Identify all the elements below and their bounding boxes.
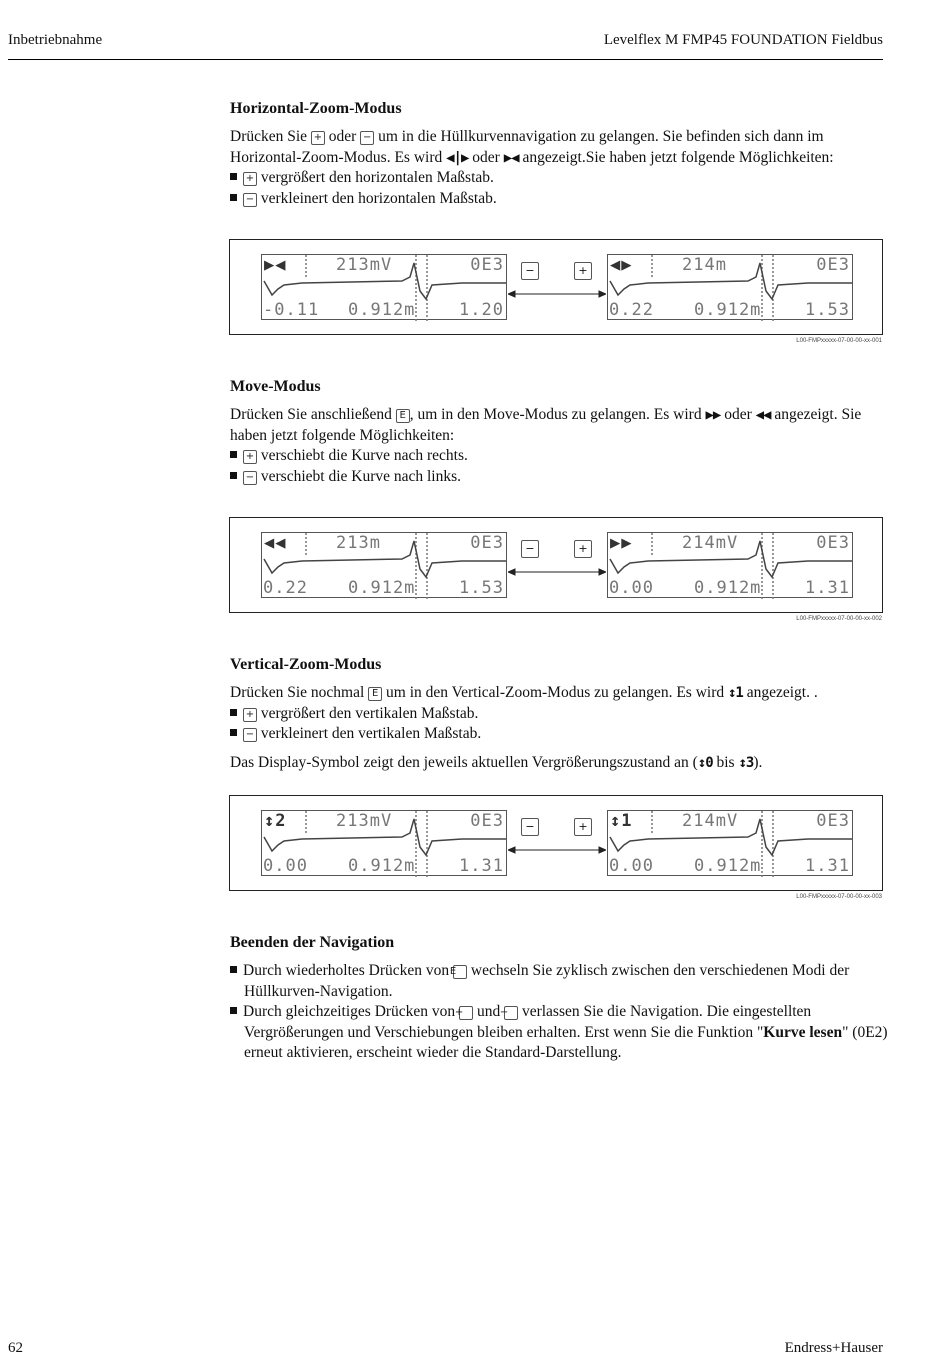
text: oder — [328, 128, 357, 145]
function-code: 0E3 — [470, 255, 504, 275]
enter-key-icon: E — [396, 409, 410, 423]
range-max: 1.20 — [459, 300, 504, 320]
text: ). — [753, 753, 763, 771]
section-title: Move-Modus — [230, 378, 321, 395]
signal-value: 214m — [682, 255, 727, 275]
section-horizontal-zoom — [230, 99, 890, 209]
marker-distance: 0.912m — [348, 856, 416, 876]
section-title: Horizontal-Zoom-Modus — [230, 100, 402, 117]
mode-symbol-icon: ▶◀ — [264, 255, 287, 275]
text: oder — [724, 406, 752, 423]
plus-key-icon: + — [243, 450, 257, 464]
marker-distance: 0.912m — [694, 856, 762, 876]
range-min: 0.00 — [609, 856, 654, 876]
plus-key-icon: + — [574, 818, 592, 836]
minus-key-icon: − — [243, 728, 257, 742]
range-min: 0.22 — [609, 300, 654, 320]
function-name: Kurve lesen — [763, 1023, 843, 1041]
plus-key-icon: + — [243, 708, 257, 722]
range-min: -0.11 — [263, 300, 320, 320]
paragraph — [230, 405, 890, 446]
range-max: 1.31 — [459, 856, 504, 876]
text: um in den Vertical-Zoom-Modus zu gelangen. Es wird — [386, 684, 725, 701]
signal-value: 214mV — [682, 811, 739, 831]
mode-symbol-icon: ◀▶ — [610, 255, 633, 275]
header-divider — [8, 59, 883, 60]
figure-horizontal-zoom — [229, 239, 883, 344]
bullet-icon — [230, 966, 237, 973]
signal-value: 214mV — [682, 533, 739, 553]
option-list — [230, 446, 890, 487]
minus-key-icon: − — [521, 540, 539, 558]
double-arrow-icon — [508, 563, 606, 571]
signal-value: 213mV — [336, 811, 393, 831]
paragraph — [230, 753, 890, 774]
bullet-icon — [230, 709, 237, 716]
move-right-symbol-icon: ▶▶ — [705, 407, 721, 423]
marker-distance: 0.912m — [348, 300, 416, 320]
bullet-icon — [230, 451, 237, 458]
text: Durch gleichzeitiges Drücken von — [243, 1003, 456, 1020]
range-max: 1.53 — [805, 300, 850, 320]
text: wechseln Sie zyklisch zwischen den verschiedenen Modi der Hüllkurven-Navigation. — [244, 962, 850, 1000]
section-title: Vertical-Zoom-Modus — [230, 656, 382, 673]
bullet-icon — [230, 173, 237, 180]
lcd-display-after — [607, 532, 853, 598]
bullet-icon — [230, 194, 237, 201]
text: angezeigt.Sie haben jetzt folgende Möglichkeiten: — [522, 148, 834, 166]
mode-symbol-icon: ▶▶ — [610, 533, 633, 553]
list-item — [230, 467, 890, 488]
section-move-mode — [230, 377, 890, 487]
text: " (0E2) erneut aktivieren, erscheint wieder die Standard-Darstellung. — [244, 1023, 888, 1061]
zoom-out-symbol-icon: ▶◀ — [503, 149, 519, 166]
marker-distance: 0.912m — [694, 578, 762, 598]
figure-caption: L00-FMPxxxxx-07-00-00-xx-002 — [796, 616, 882, 622]
lcd-display-after — [607, 810, 853, 876]
text: um in die Hüllkurvennavigation zu gelangen. Sie befinden sich dann im Horizontal-Zoom-Modus. Es wird — [230, 128, 824, 166]
signal-value: 213mV — [336, 255, 393, 275]
text: oder — [472, 148, 500, 166]
list-item — [230, 189, 890, 210]
text: und — [476, 1003, 501, 1020]
mode-symbol-icon: ◀◀ — [264, 533, 287, 553]
list-item — [230, 961, 890, 1002]
move-left-symbol-icon: ◀◀ — [755, 407, 771, 423]
minus-key-icon: − — [360, 131, 374, 145]
enter-key-icon: E — [368, 687, 382, 701]
enter-key-icon: E — [453, 965, 467, 979]
text: verschiebt die Kurve nach links. — [260, 467, 462, 485]
plus-key-icon: + — [574, 540, 592, 558]
list-item — [230, 704, 890, 725]
text: Drücken Sie nochmal — [230, 684, 365, 701]
text: angezeigt. Sie haben jetzt folgende Möglichkeiten: — [230, 406, 862, 444]
bullet-icon — [230, 1007, 237, 1014]
double-arrow-icon — [508, 285, 606, 293]
text: Drücken Sie — [230, 128, 308, 145]
range-max: 1.31 — [805, 856, 850, 876]
text: verlassen Sie die Navigation. Die eingestellten Vergrößerungen und Verschiebungen bleiben erhalten. Erst wenn Sie die Funktion " — [244, 1003, 812, 1041]
plus-key-icon: + — [574, 262, 592, 280]
vertical-zoom-0-symbol-icon: ↕0 — [697, 754, 713, 771]
minus-key-icon: − — [243, 471, 257, 485]
range-min: 0.22 — [263, 578, 308, 598]
bullet-icon — [230, 729, 237, 736]
text: Das Display-Symbol zeigt den jeweils aktuellen Vergrößerungszustand an ( — [230, 753, 698, 771]
minus-key-icon: − — [243, 193, 257, 207]
range-max: 1.31 — [805, 578, 850, 598]
list-item — [230, 168, 890, 189]
option-list — [230, 704, 890, 745]
range-min: 0.00 — [609, 578, 654, 598]
double-arrow-icon — [508, 841, 606, 849]
text: verschiebt die Kurve nach rechts. — [260, 447, 468, 464]
lcd-display-before — [261, 254, 507, 320]
mode-symbol-icon: ↕2 — [264, 811, 287, 831]
minus-key-icon: − — [521, 818, 539, 836]
option-list — [230, 168, 890, 209]
figure-caption: L00-FMPxxxxx-07-00-00-xx-001 — [796, 338, 882, 344]
function-code: 0E3 — [816, 533, 850, 553]
list-item — [230, 446, 890, 467]
text: angezeigt. . — [746, 684, 818, 701]
plus-key-icon: + — [311, 131, 325, 145]
header-document-title: Levelflex M FMP45 FOUNDATION Fieldbus — [603, 32, 883, 48]
footer-brand: Endress+Hauser — [784, 1340, 883, 1356]
page-number: 62 — [8, 1340, 23, 1356]
figure-caption: L00-FMPxxxxx-07-00-00-xx-003 — [796, 894, 882, 900]
signal-value: 213m — [336, 533, 381, 553]
function-code: 0E3 — [470, 811, 504, 831]
text: , um in den Move-Modus zu gelangen. Es wird — [409, 406, 702, 423]
range-min: 0.00 — [263, 856, 308, 876]
function-code: 0E3 — [470, 533, 504, 553]
lcd-display-after — [607, 254, 853, 320]
lcd-display-before — [261, 810, 507, 876]
lcd-display-before — [261, 532, 507, 598]
marker-distance: 0.912m — [694, 300, 762, 320]
bullet-icon — [230, 472, 237, 479]
zoom-in-symbol-icon: ◀|▶ — [446, 149, 469, 166]
option-list — [230, 961, 890, 1064]
text: vergrößert den horizontalen Maßstab. — [260, 169, 494, 186]
header-section-title: Inbetriebnahme — [8, 32, 103, 48]
plus-key-icon: + — [459, 1006, 473, 1020]
text: Durch wiederholtes Drücken von — [243, 962, 450, 979]
marker-distance: 0.912m — [348, 578, 416, 598]
minus-key-icon: − — [504, 1006, 518, 1020]
function-code: 0E3 — [816, 255, 850, 275]
list-item — [230, 724, 890, 745]
text: Drücken Sie anschließend — [230, 406, 392, 423]
vertical-zoom-symbol-icon: ↕1 — [727, 685, 743, 701]
mode-symbol-icon: ↕1 — [610, 811, 633, 831]
text: bis — [716, 753, 735, 771]
section-vertical-zoom — [230, 655, 890, 773]
paragraph — [230, 683, 890, 704]
figure-move-mode — [229, 517, 883, 622]
figure-vertical-zoom — [229, 795, 883, 900]
text: vergrößert den vertikalen Maßstab. — [260, 704, 479, 722]
range-max: 1.53 — [459, 578, 504, 598]
vertical-zoom-3-symbol-icon: ↕3 — [738, 754, 754, 771]
minus-key-icon: − — [521, 262, 539, 280]
list-item — [230, 1002, 890, 1064]
section-title: Beenden der Navigation — [230, 934, 395, 951]
plus-key-icon: + — [243, 172, 257, 186]
paragraph — [230, 127, 890, 168]
section-end-navigation — [230, 933, 890, 1064]
text: verkleinert den horizontalen Maßstab. — [260, 189, 497, 207]
function-code: 0E3 — [816, 811, 850, 831]
text: verkleinert den vertikalen Maßstab. — [260, 725, 482, 742]
